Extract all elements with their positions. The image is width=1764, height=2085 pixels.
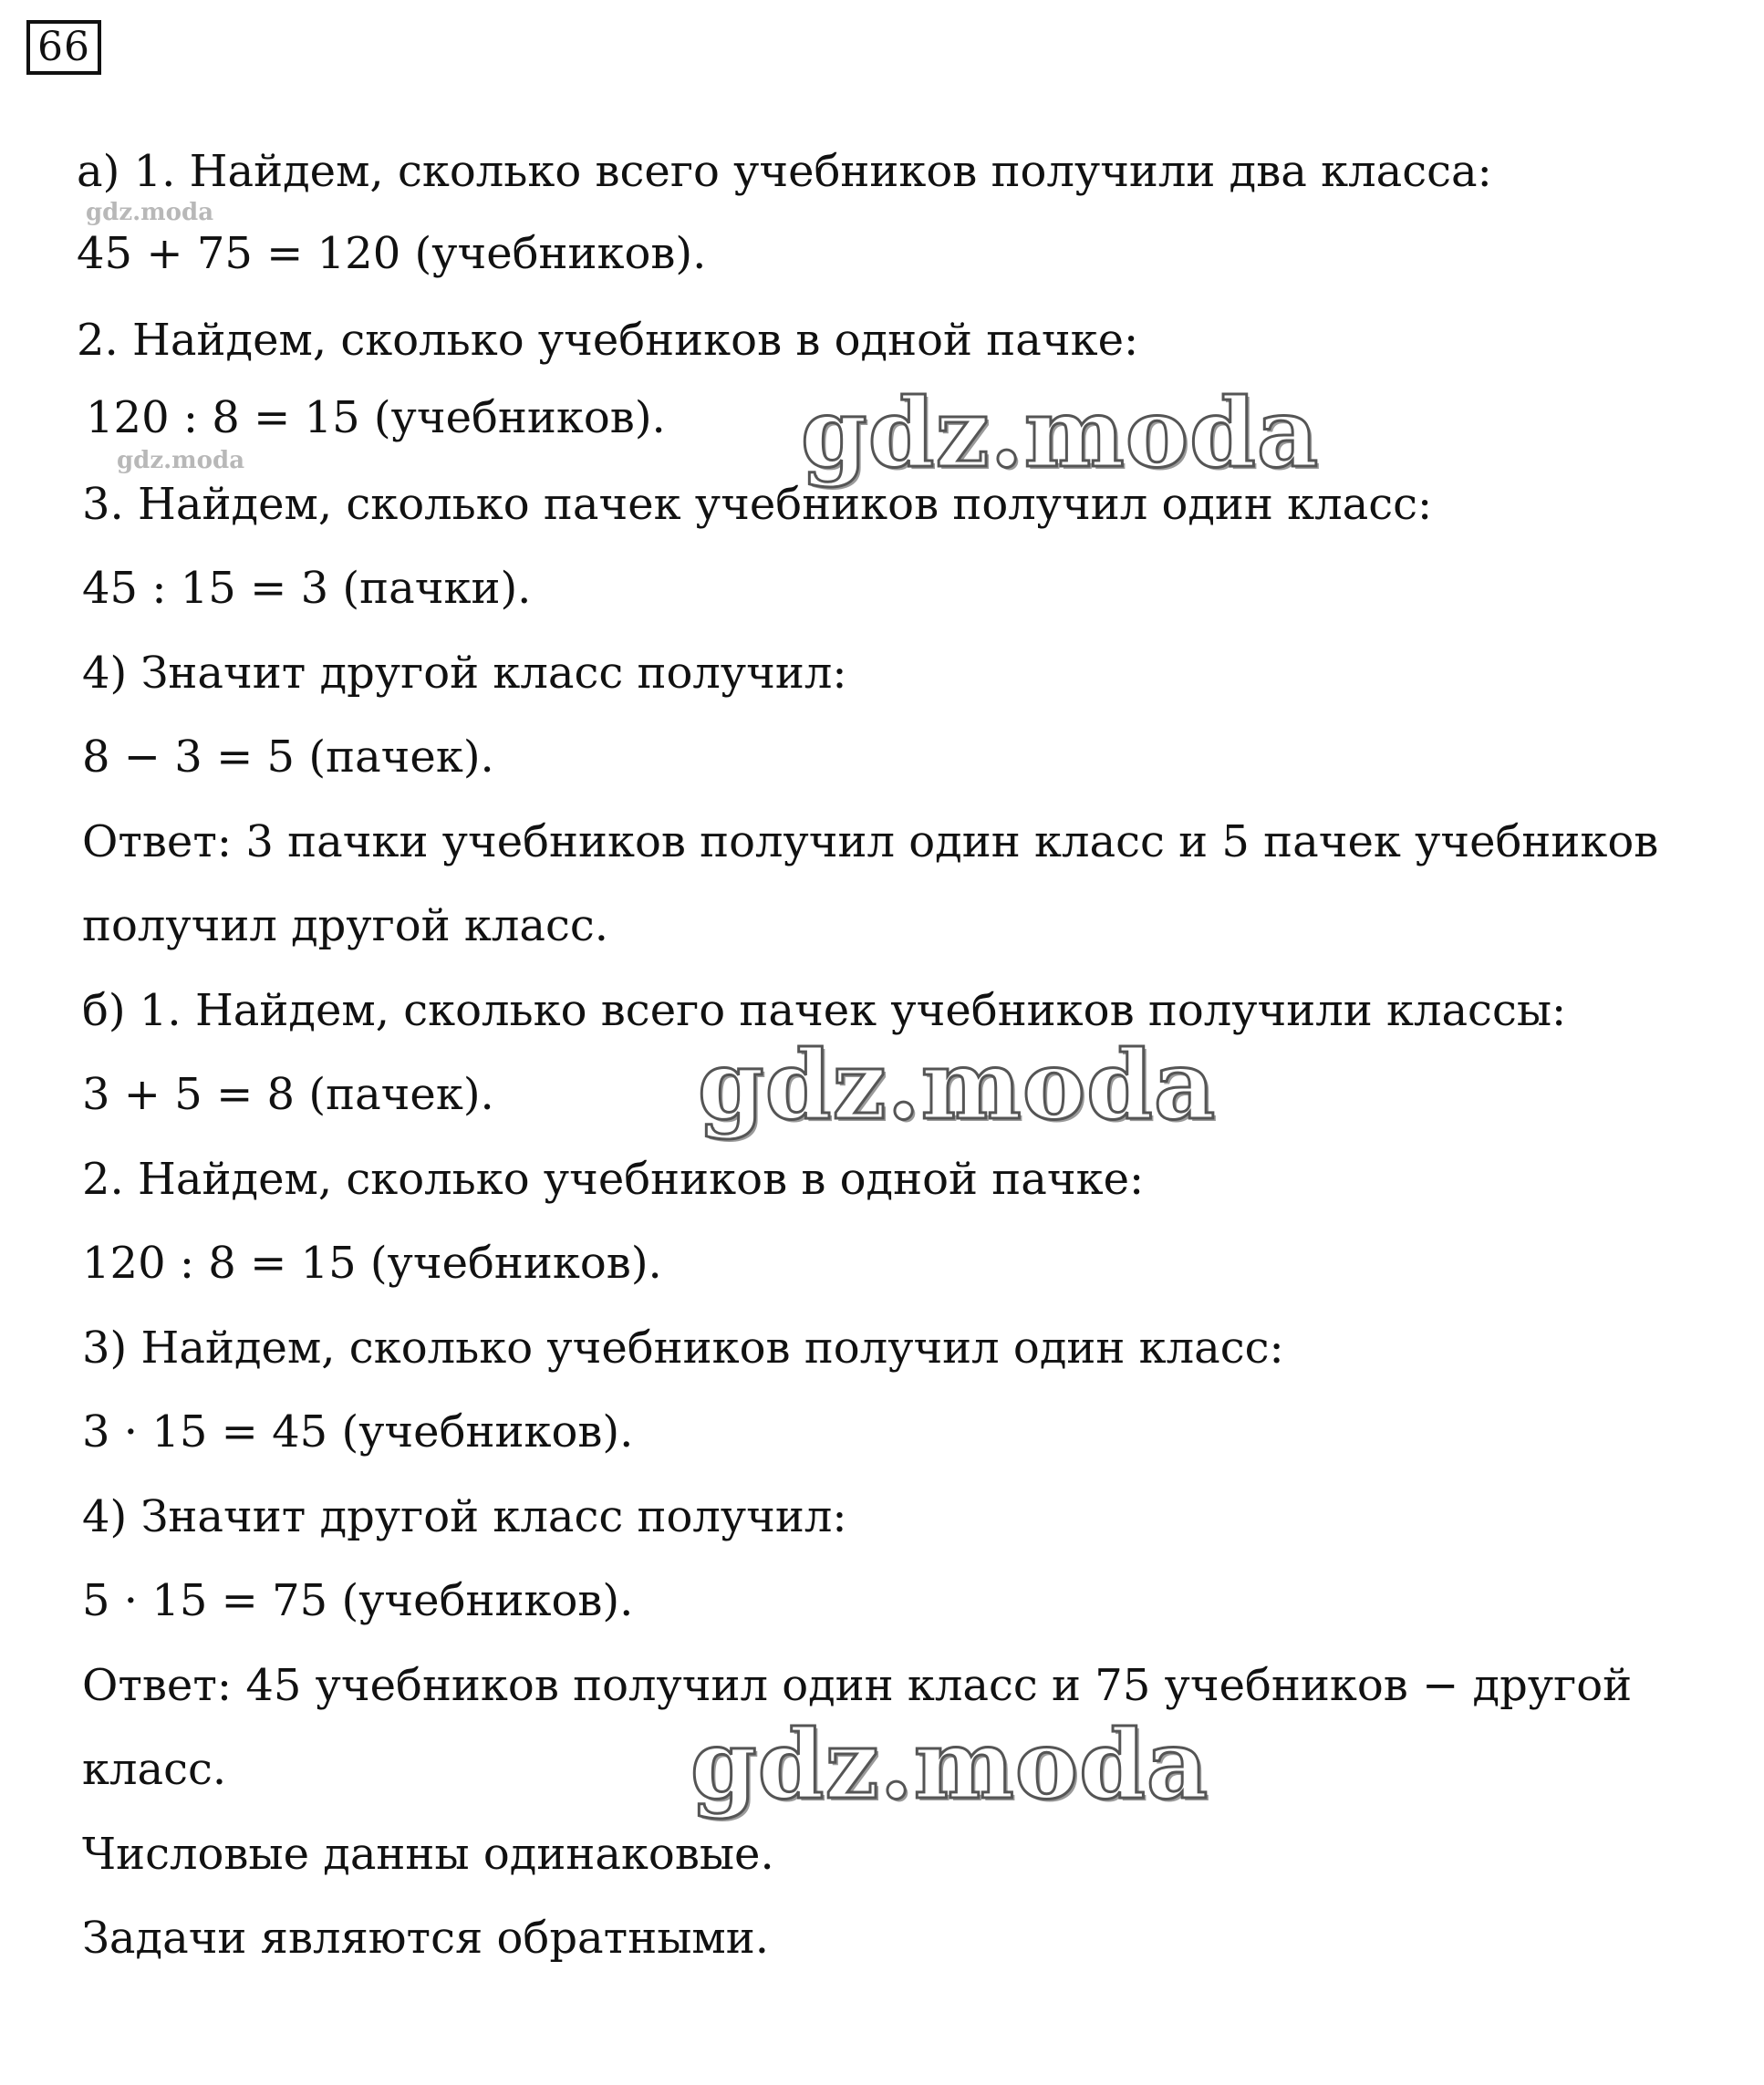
line-b-calc2: 120 : 8 = 15 (учебников). [82,1238,662,1289]
line-b-calc1: 3 + 5 = 8 (пачек). [82,1069,494,1120]
line-a-calc2: 120 : 8 = 15 (учебников). [86,392,666,443]
line-a-step4: 4) Значит другой класс получил: [82,648,847,699]
task-number-box: 66 [26,20,101,75]
line-a-step1: а) 1. Найдем, сколько всего учебников получили два класса: [77,146,1492,197]
line-b-calc4: 5 · 15 = 75 (учебников). [82,1575,634,1626]
line-b-step3: 3) Найдем, сколько учебников получил один класс: [82,1323,1284,1374]
line-a-answer-cont: получил другой класс. [82,900,609,951]
line-b-step2: 2. Найдем, сколько учебников в одной пачке: [82,1154,1145,1205]
line-a-calc4: 8 − 3 = 5 (пачек). [82,731,494,783]
line-a-step2: 2. Найдем, сколько учебников в одной пачке: [77,315,1139,366]
watermark-large-3: gdz.moda [690,1708,1209,1820]
watermark-small-2: gdz.moda [117,447,245,474]
line-b-step4: 4) Значит другой класс получил: [82,1491,847,1542]
line-a-answer: Ответ: 3 пачки учебников получил один класс и 5 пачек учебников [82,816,1659,867]
line-b-step1: б) 1. Найдем, сколько всего пачек учебников получили классы: [82,985,1567,1036]
watermark-large-2: gdz.moda [698,1029,1217,1141]
watermark-small-1: gdz.moda [86,199,214,226]
line-note-inverse: Задачи являются обратными. [82,1913,769,1964]
line-b-calc3: 3 · 15 = 45 (учебников). [82,1406,634,1457]
line-a-calc3: 45 : 15 = 3 (пачки). [82,563,532,614]
watermark-large-1: gdz.moda [801,377,1320,489]
line-a-calc1: 45 + 75 = 120 (учебников). [77,228,707,279]
line-a-step3: 3. Найдем, сколько пачек учебников получил один класс: [82,479,1433,530]
line-note-data: Числовые данны одинаковые. [82,1829,774,1880]
line-b-answer-cont: класс. [82,1744,227,1795]
line-b-answer: Ответ: 45 учебников получил один класс и 75 учебников − другой [82,1660,1633,1711]
